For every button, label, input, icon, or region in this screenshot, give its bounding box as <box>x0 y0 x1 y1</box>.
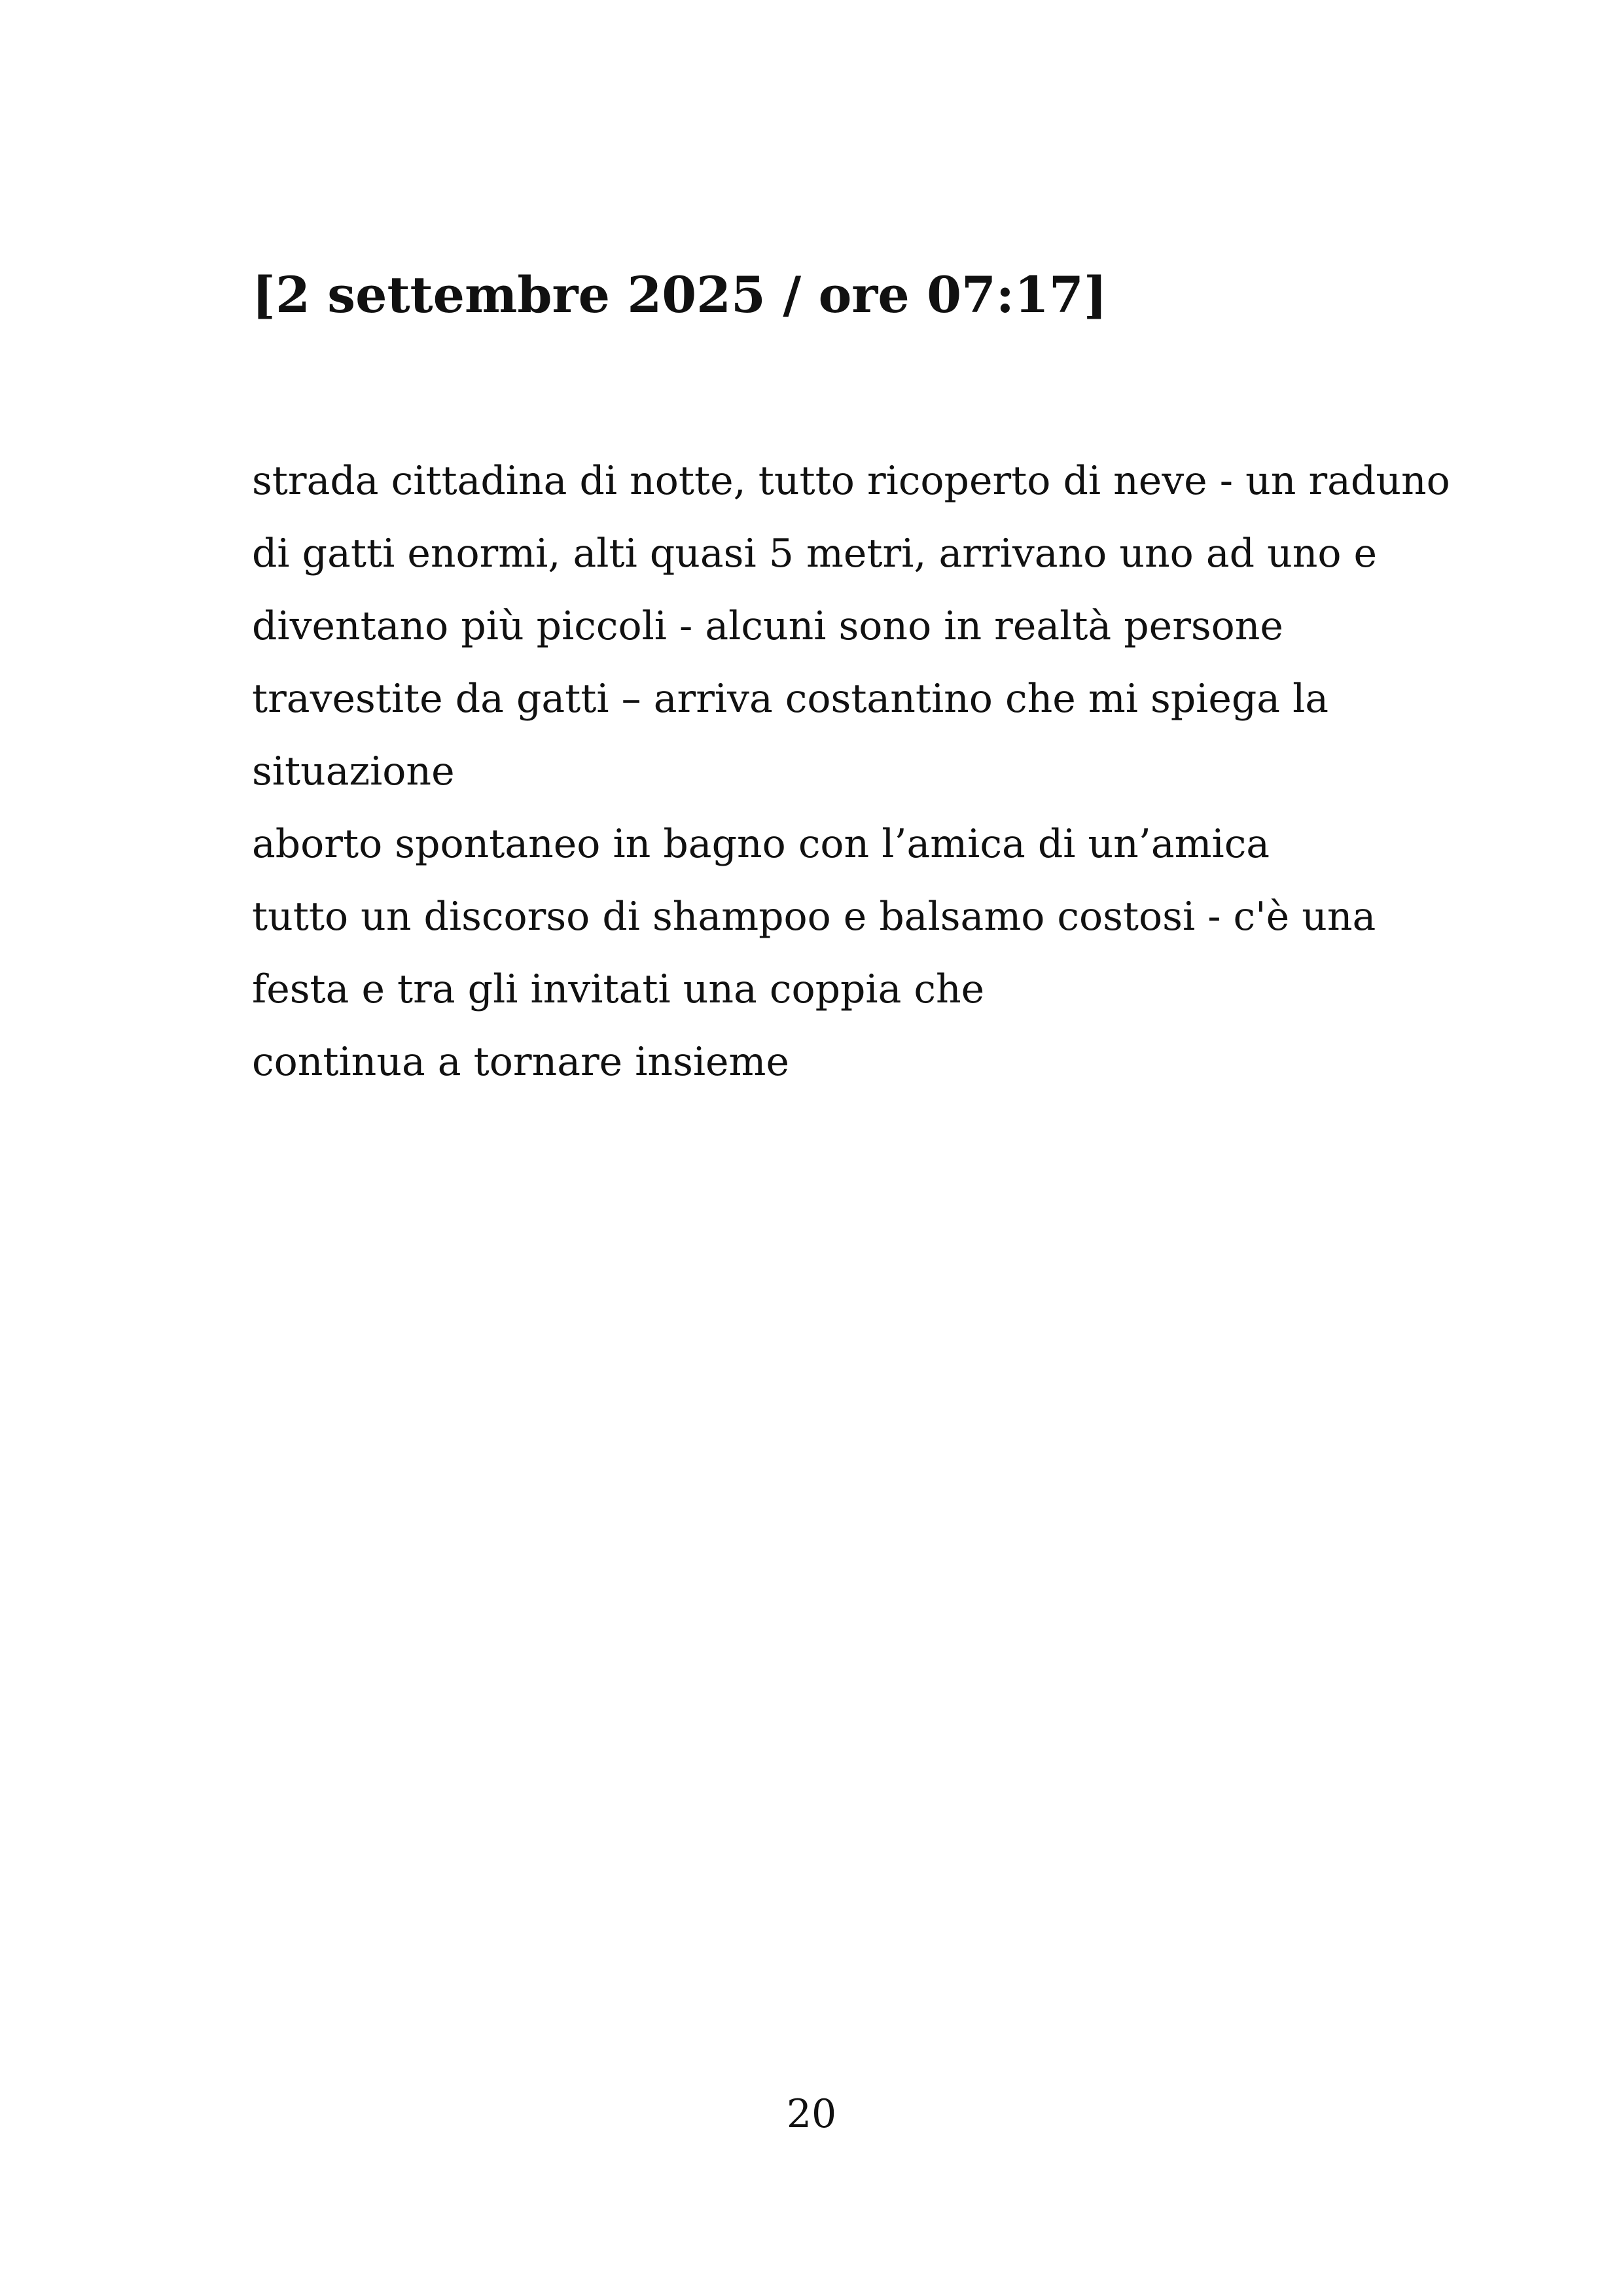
entry-line: festa e tra gli invitati una coppia che <box>252 966 985 1012</box>
entry-line: aborto spontaneo in bagno con l’amica di un’amica <box>252 821 1270 867</box>
entry-line: situazione <box>252 749 455 794</box>
entry-line: strada cittadina di notte, tutto ricoperto di neve - un raduno <box>252 458 1450 504</box>
entry-heading: [2 settembre 2025 / ore 07:17] <box>252 266 1107 324</box>
entry-line: continua a tornare insieme <box>252 1039 789 1085</box>
entry-line: tutto un discorso di shampoo e balsamo costosi - c'è una <box>252 894 1376 940</box>
page-number: 20 <box>786 2091 837 2137</box>
entry-body <box>252 445 1450 1099</box>
entry-line: travestite da gatti – arriva costantino che mi spiega la <box>252 676 1329 722</box>
entry-line: diventano più piccoli - alcuni sono in realtà persone <box>252 603 1283 649</box>
entry-line: di gatti enormi, alti quasi 5 metri, arrivano uno ad uno e <box>252 531 1378 576</box>
